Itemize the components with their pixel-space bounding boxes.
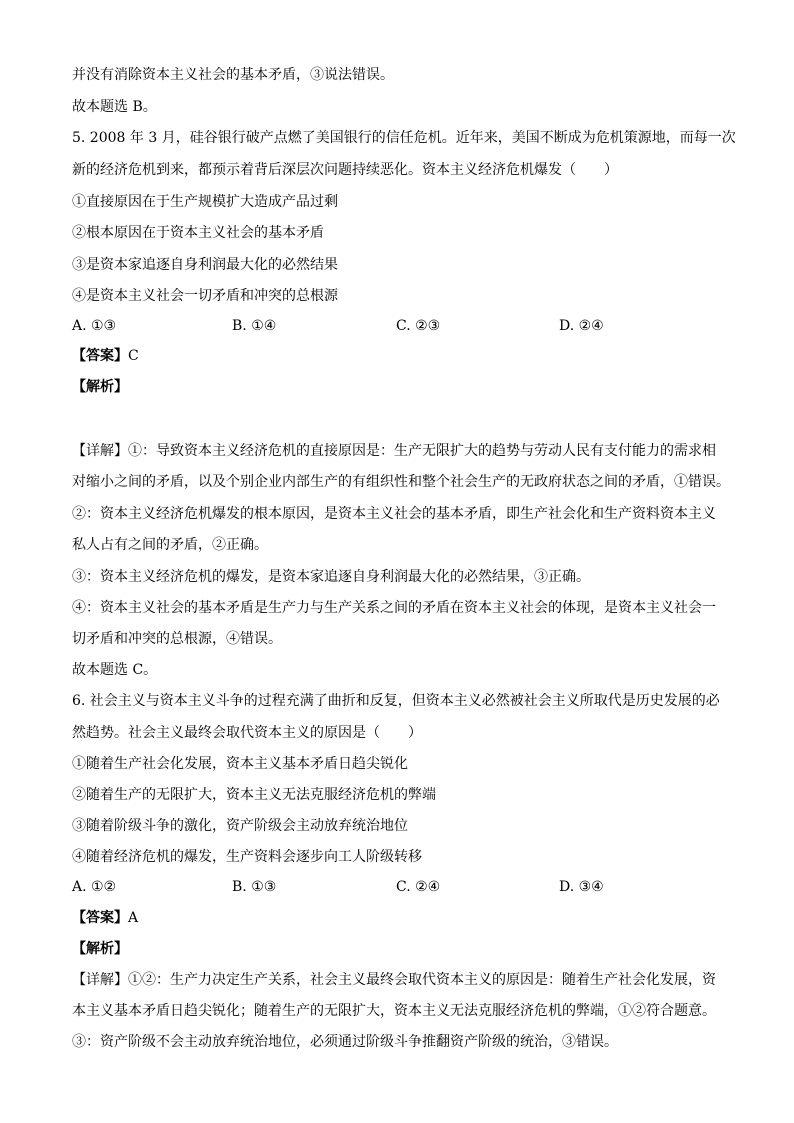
q5-option-c: C. ②③: [396, 318, 441, 334]
q6-option-b: B. ①③: [232, 879, 277, 895]
q6-option-a: A. ①②: [72, 879, 117, 895]
q5-stem-line1: 5. 2008 年 3 月，硅谷银行破产点燃了美国银行的信任危机。近年来，美国不断成为危机策源地，而每一次: [72, 130, 736, 146]
q6-item: ②随着生产的无限扩大，资本主义无法克服经济危机的弊端: [72, 787, 436, 803]
q5-detail-line: 对缩小之间的矛盾，以及个别企业内部生产的有组织性和整个社会生产的无政府状态之间的矛盾，①错误。: [72, 474, 730, 490]
q5-detail-line: 私人占有之间的矛盾，②正确。: [72, 537, 268, 553]
answer-label: 【答案】: [72, 910, 128, 926]
q5-option-d: D. ②④: [559, 318, 604, 334]
q6-stem-line2: 然趋势。社会主义最终会取代资本主义的原因是（ ）: [72, 725, 422, 741]
q6-options: [72, 878, 732, 896]
q6-option-c: C. ②④: [396, 879, 441, 895]
q5-item: ②根本原因在于资本主义社会的基本矛盾: [72, 225, 324, 241]
q5-detail-line: ②：资本主义经济危机爆发的根本原因，是资本主义社会的基本矛盾，即生产社会化和生产资料资本主义: [72, 506, 716, 522]
answer-value: C: [128, 348, 139, 364]
q6-stem-line1: 6. 社会主义与资本主义斗争的过程充满了曲折和反复，但资本主义必然被社会主义所取代是历史发展的必: [72, 693, 720, 709]
q5-option-b: B. ①④: [232, 318, 277, 334]
continuation-conclusion: 故本题选 B。: [72, 99, 157, 115]
q6-answer: [72, 909, 732, 927]
q5-stem-line2: 新的经济危机到来，都预示着背后深层次问题持续恶化。资本主义经济危机爆发（ ）: [72, 162, 618, 178]
q5-item: ④是资本主义社会一切矛盾和冲突的总根源: [72, 288, 338, 304]
q6-option-d: D. ③④: [559, 879, 604, 895]
q6-detail-line: 本主义基本矛盾日趋尖锐化；随着生产的无限扩大，资本主义无法克服经济危机的弊端，①②符合题意。: [72, 1003, 716, 1019]
q5-detail-line: ④：资本主义社会的基本矛盾是生产力与生产关系之间的矛盾在资本主义社会的体现，是资本主义社会一: [72, 600, 716, 616]
q5-conclusion: 故本题选 C。: [72, 662, 158, 678]
q6-item: ③随着阶级斗争的激化，资产阶级会主动放弃统治地位: [72, 818, 408, 834]
answer-value: A: [128, 910, 139, 926]
q6-item: ④随着经济危机的爆发，生产资料会逐步向工人阶级转移: [72, 849, 422, 865]
q5-option-a: A. ①③: [72, 318, 117, 334]
q5-answer: [72, 347, 732, 365]
q5-detail-line: 【详解】①：导致资本主义经济危机的直接原因是：生产无限扩大的趋势与劳动人民有支付能力的需求相: [72, 443, 716, 459]
q5-detail-line: 切矛盾和冲突的总根源，④错误。: [72, 631, 282, 647]
q5-options: [72, 317, 732, 335]
q6-detail-line: ③：资产阶级不会主动放弃统治地位，必须通过阶级斗争推翻资产阶级的统治，③错误。: [72, 1034, 618, 1050]
q5-analysis-label: 【解析】: [72, 379, 128, 395]
q5-item: ①直接原因在于生产规模扩大造成产品过剩: [72, 194, 338, 210]
answer-label: 【答案】: [72, 348, 128, 364]
continuation-line: 并没有消除资本主义社会的基本矛盾，③说法错误。: [72, 67, 394, 83]
q5-item: ③是资本家追逐自身利润最大化的必然结果: [72, 257, 338, 273]
q6-item: ①随着生产社会化发展，资本主义基本矛盾日趋尖锐化: [72, 756, 408, 772]
q5-detail-line: ③：资本主义经济危机的爆发，是资本家追逐自身利润最大化的必然结果，③正确。: [72, 569, 590, 585]
q6-analysis-label: 【解析】: [72, 941, 128, 957]
q6-detail-line: 【详解】①②：生产力决定生产关系，社会主义最终会取代资本主义的原因是：随着生产社会化发展，资: [72, 972, 716, 988]
